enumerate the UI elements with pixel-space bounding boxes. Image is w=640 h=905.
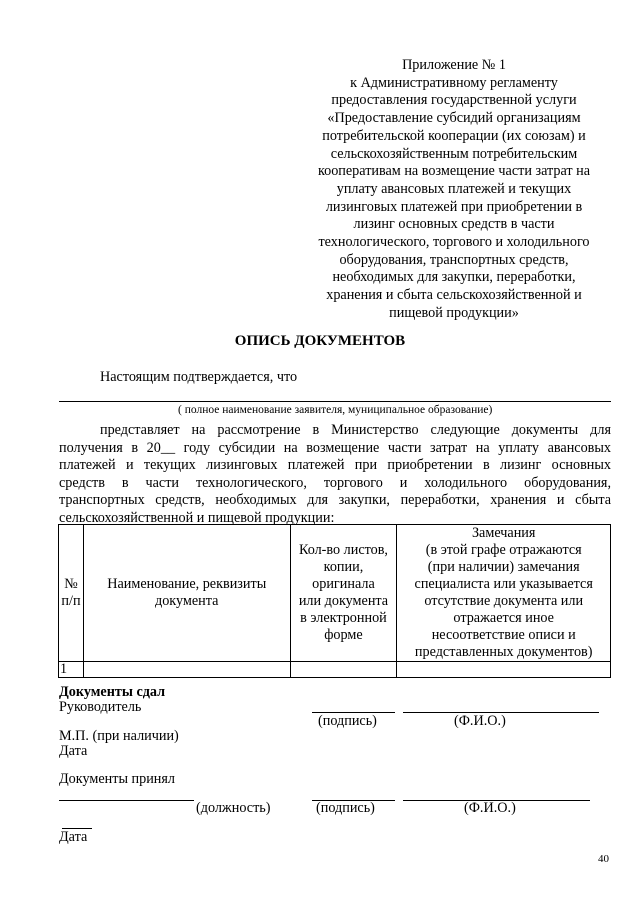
appendix-line: предоставления государственной услуги <box>331 92 577 109</box>
appendix-line: «Предоставление субсидий организациям <box>327 110 581 127</box>
signature-caption-2: (подпись) <box>316 800 375 816</box>
body-line: сельскохозяйственной и пищевой продукции: <box>59 509 335 526</box>
appendix-line: технологического, торгового и холодильного <box>318 234 590 251</box>
fio-caption: (Ф.И.О.) <box>454 713 506 729</box>
appendix-line: оборудования, транспортных средств, <box>339 251 569 268</box>
row-name <box>83 662 290 678</box>
signature-caption: (подпись) <box>318 713 377 729</box>
position-line <box>59 800 194 801</box>
date-label-2: Дата <box>59 829 88 845</box>
appendix-line: лизинг основных средств в части <box>353 216 555 233</box>
submitted-heading: Документы сдал <box>59 684 166 700</box>
confirm-text: Настоящим подтверждается, что <box>100 369 298 385</box>
appendix-line: пищевой продукции» <box>389 304 519 321</box>
header-num: № п/п <box>59 525 84 662</box>
applicant-line <box>59 401 611 402</box>
accepted-label: Документы принял <box>59 771 175 787</box>
applicant-caption: ( полное наименование заявителя, муниципальное образование) <box>178 404 493 416</box>
appendix-line: необходимых для закупки, переработки, <box>332 269 576 286</box>
position-caption: (должность) <box>196 800 271 816</box>
row-count <box>290 662 397 678</box>
appendix-header <box>296 57 612 323</box>
table-row <box>59 662 611 678</box>
header-remarks: Замечания (в этой графе отражаются (при наличии) замечания специалиста или указывается отсутствие документа или отражается иное несоответствие описи и представленных документов) <box>397 525 611 662</box>
table-header-row <box>59 525 611 662</box>
row-remarks <box>397 662 611 678</box>
body-line: получения в 20__ году субсидии на возмещение части затрат на уплату авансовых <box>59 439 611 456</box>
documents-table <box>58 524 611 678</box>
appendix-line: потребительской кооперации (их союзам) и <box>322 127 586 144</box>
appendix-line: сельскохозяйственным потребительским <box>330 145 578 162</box>
appendix-line: кооперативам на возмещение части затрат на <box>317 163 591 180</box>
header-name: Наименование, реквизиты документа <box>83 525 290 662</box>
appendix-line: к Административному регламенту <box>350 74 558 91</box>
body-line: представляет на рассмотрение в Министерство следующие документы для <box>100 422 611 438</box>
appendix-line: уплату авансовых платежей и текущих <box>336 180 572 197</box>
appendix-line: хранения и сбыта сельскохозяйственной и <box>326 287 582 304</box>
row-num: 1 <box>59 662 84 678</box>
body-line: платежей и текущих лизинговых платежей при приобретении в лизинг основных <box>59 457 611 474</box>
header-count: Кол-во листов, копии, оригинала или документа в электронной форме <box>290 525 397 662</box>
appendix-line: лизинговых платежей при приобретении в <box>325 198 583 215</box>
page-number: 40 <box>598 853 609 865</box>
head-label: Руководитель <box>59 699 142 715</box>
seal-label: М.П. (при наличии) <box>59 728 179 744</box>
appendix-line: Приложение № 1 <box>402 57 506 73</box>
date-label: Дата <box>59 743 88 759</box>
body-line: транспортных средств, необходимых для закупки, переработки, хранения и сбыта <box>59 492 611 509</box>
body-paragraph <box>59 422 611 528</box>
body-line: средств в части технологического, торгового и холодильного оборудования, <box>59 474 611 491</box>
fio-caption-2: (Ф.И.О.) <box>464 800 516 816</box>
document-title: ОПИСЬ ДОКУМЕНТОВ <box>234 333 406 349</box>
